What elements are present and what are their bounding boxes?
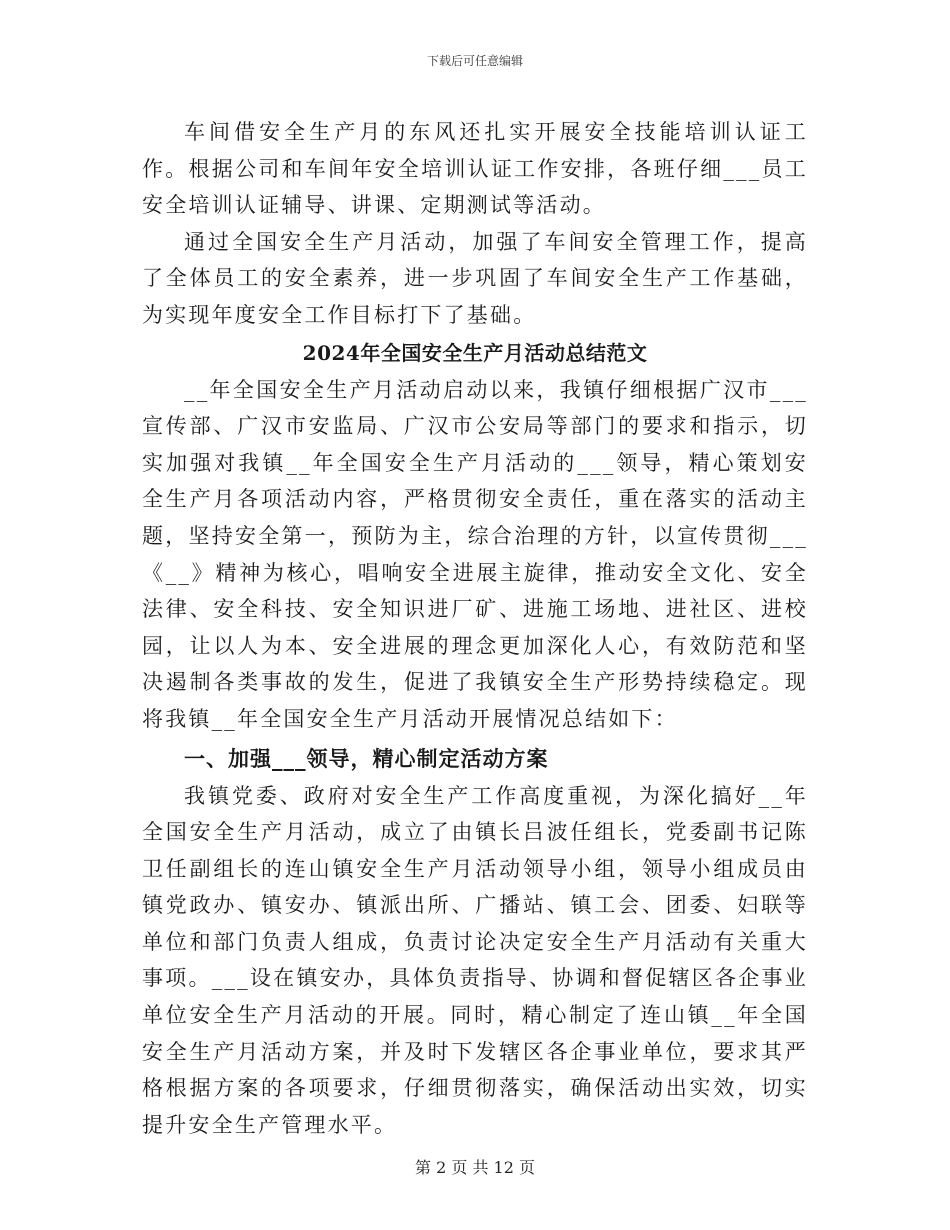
page-header-note: 下载后可任意编辑 (426, 54, 523, 68)
body-paragraph: 车间借安全生产月的东风还扎实开展安全技能培训认证工作。根据公司和车间年安全培训认证工作安排，各班仔细___员工安全培训认证辅导、讲课、定期测试等活动。 (142, 120, 808, 218)
document-body (142, 114, 808, 1143)
section-heading: 一、加强___领导，精心制定活动方案 (184, 745, 549, 771)
body-paragraph: 通过全国安全生产月活动，加强了车间安全管理工作，提高了全体员工的安全素养，进一步巩固了车间安全生产工作基础，为实现年度安全工作目标打下了基础。 (142, 229, 808, 327)
body-paragraph: __年全国安全生产月活动启动以来，我镇仔细根据广汉市___宣传部、广汉市安监局、广汉市公安局等部门的要求和指示，切实加强对我镇__年全国安全生产月活动的___领导，精心策划安全生产月各项活动内容，严格贯彻安全责任，重在落实的活动主题，坚持安全第一，预防为主，综合治理的方针，以宣传贯彻___《__》精神为核心，唱响安全进展主旋律，推动安全文化、安全法律、安全科技、安全知识进厂矿、进施工场地、进社区、进校园，让以人为本、安全进展的理念更加深化人心，有效防范和坚决遏制各类事故的发生，促进了我镇安全生产形势持续稳定。现将我镇__年全国安全生产月活动开展情况总结如下： (142, 377, 808, 731)
body-paragraph: 我镇党委、政府对安全生产工作高度重视，为深化搞好__年全国安全生产月活动，成立了由镇长吕波任组长，党委副书记陈卫任副组长的连山镇安全生产月活动领导小组，领导小组成员由镇党政办、镇安办、镇派出所、广播站、镇工会、团委、妇联等单位和部门负责人组成，负责讨论决定安全生产月活动有关重大事项。___设在镇安办，具体负责指导、协调和督促辖区各企事业单位安全生产月活动的开展。同时，精心制定了连山镇__年全国安全生产月活动方案，并及时下发辖区各企事业单位，要求其严格根据方案的各项要求，仔细贯彻落实，确保活动出实效，切实提升安全生产管理水平。 (142, 783, 808, 1137)
document-title: 2024年全国安全生产月活动总结范文 (302, 340, 648, 365)
page-number: 第 2 页 共 12 页 (415, 1158, 535, 1177)
